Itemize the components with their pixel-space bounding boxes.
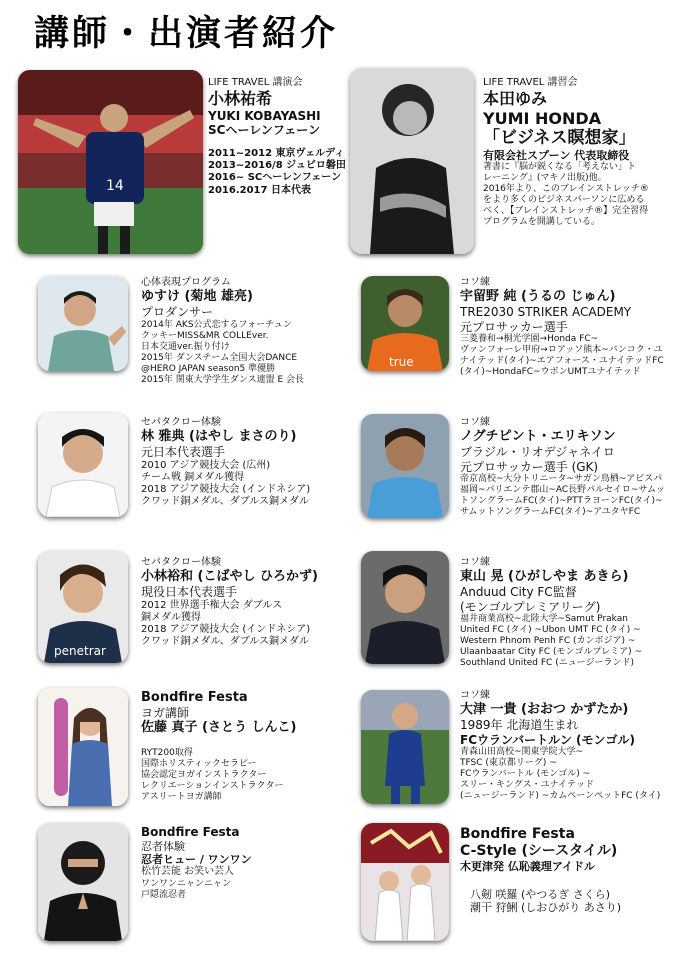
program-label: セパタクロー体験 bbox=[141, 557, 221, 568]
person-role: 有限会社スプーン 代表取締役 bbox=[483, 148, 630, 162]
person-role: プロダンサー bbox=[141, 305, 214, 320]
page-title: 講師・出演者紹介 bbox=[34, 14, 339, 54]
detail-line: クッキーMISS&MR COLLEver. bbox=[141, 330, 269, 341]
otsu-kazutaka-info bbox=[460, 690, 660, 802]
detail-line: 戸隠流忍者 bbox=[141, 889, 187, 900]
detail-line: 帝京高校~大分トリニータ~サガン鳥栖~アビスパ bbox=[460, 474, 663, 485]
person-role: ヨガ講師 bbox=[141, 705, 190, 720]
detail-line: 青森山田高校~関東学院大学~ bbox=[460, 747, 584, 758]
detail-line: 福井商業高校~北陸大学~Samut Prakan bbox=[460, 614, 628, 625]
person-tagline: 「ビジネス瞑想家」 bbox=[483, 128, 636, 149]
svg-text:14: 14 bbox=[106, 178, 124, 194]
detail-line: Southland United FC (ニュージーランド) bbox=[460, 658, 635, 669]
detail-line: 2014年 AKS公式恋するフォーチュン bbox=[141, 319, 292, 330]
yusuke-photo bbox=[38, 276, 128, 371]
noguchi-pinto-photo bbox=[361, 414, 449, 518]
bio-line: レーニング』(マキノ出版)他。 bbox=[483, 173, 607, 184]
detail-line: アスリートヨガ講師 bbox=[141, 792, 222, 803]
detail-line: Ulaanbaatar City FC (モンゴルプレミア) ~ bbox=[460, 647, 643, 658]
svg-text:penetrar: penetrar bbox=[54, 644, 106, 658]
person-role-sub: (モンゴルプレミアリーグ) bbox=[460, 599, 601, 614]
honda-yumi-photo bbox=[350, 68, 474, 254]
detail-line: ワンワンニャンニャン bbox=[141, 878, 232, 889]
detail-line: ヴァンフォーレ甲府→ロアッソ熊本~バンコク・ユ bbox=[460, 345, 663, 356]
person-role-sub: FCウランバートルン (モンゴル) bbox=[460, 732, 636, 747]
detail-line: TFSC (東京都リーグ) ~ bbox=[460, 758, 557, 769]
bio-line: べく、【ブレインストレッチ®】完全習得 bbox=[483, 206, 649, 217]
detail-line: 銅メダル獲得 bbox=[141, 611, 201, 623]
detail-line: スリー・キングス・ユナイテッド bbox=[460, 780, 595, 791]
kobayashi-yuki-info bbox=[208, 77, 346, 197]
detail-line: 福岡~パリエンテ郡山~AC長野パルセイロ~サムッ bbox=[460, 485, 665, 496]
person-role: 忍者体験 bbox=[141, 839, 185, 853]
detail-line: 三菱養和→桐光学園→Honda FC~ bbox=[460, 334, 599, 345]
person-name: C-Style (シースタイル) bbox=[460, 843, 618, 860]
person-name: 宇留野 純 (うるの じゅん) bbox=[460, 289, 616, 305]
detail-line: 日本交通ver.振り付け bbox=[141, 341, 230, 352]
kobayashi-hirokazu-photo bbox=[38, 551, 128, 663]
program-label: セパタクロー体験 bbox=[141, 417, 221, 428]
yusuke-info bbox=[141, 277, 304, 385]
detail-line: サムットソングラームFC(タイ)~アユタヤFC bbox=[460, 507, 641, 518]
detail-line: 国際ホリスティックセラピー bbox=[141, 759, 257, 770]
career-line: 2016~ SCヘーレンフェーン bbox=[208, 172, 342, 184]
detail-line: FCウランバートル (モンゴル) ~ bbox=[460, 769, 591, 780]
person-name: ノグチピント・エリキソン bbox=[460, 429, 616, 445]
detail-line: United FC (タイ) ~Ubon UMT FC (タイ) ~ bbox=[460, 625, 641, 636]
bio-line: 2016年より、このブレインストレッチ® bbox=[483, 184, 649, 195]
person-role-sub: 元プロサッカー選手 (GK) bbox=[460, 459, 599, 474]
otsu-kazutaka-photo bbox=[361, 690, 449, 804]
person-name: ゆすけ (菊地 雄亮) bbox=[141, 289, 253, 305]
person-name: 大津 一貴 (おおつ かずたか) bbox=[460, 702, 629, 718]
uruno-jun-info bbox=[460, 277, 664, 378]
detail-line: クワッド銅メダル、ダブルス銅メダル bbox=[141, 496, 309, 508]
program-label: コソ練 bbox=[460, 557, 490, 568]
person-name: 佐藤 真子 (さとう しんこ) bbox=[141, 720, 297, 736]
detail-line: ナイテッド(タイ)~エアフォース・ユナイテッドFC bbox=[460, 356, 664, 367]
detail-line: クワッド銅メダル、ダブルス銅メダル bbox=[141, 636, 309, 648]
person-role: 1989年 北海道生まれ bbox=[460, 718, 579, 733]
detail-line: 2012 世界選手権大会 ダブルス bbox=[141, 599, 283, 611]
program-label: コソ練 bbox=[460, 690, 490, 701]
ninja-hugh-info bbox=[141, 825, 252, 901]
detail-line: 松竹芸能 お笑い芸人 bbox=[141, 866, 235, 878]
person-role-sub: 元プロサッカー選手 bbox=[460, 319, 568, 334]
detail-line: Western Phnom Penh FC (カンボジア) ~ bbox=[460, 636, 636, 647]
person-role: 木更津発 仏恥義理アイドル bbox=[460, 860, 595, 874]
detail-line: 2010 アジア競技大会 (広州) bbox=[141, 459, 271, 471]
detail-line: 2015年 関東大学学生ダンス連盟 E 会長 bbox=[141, 374, 304, 385]
detail-line: (タイ)~HondaFC~ウボンUMTユナイテッド bbox=[460, 367, 641, 378]
career-line: 2011~2012 東京ヴェルディ bbox=[208, 147, 345, 159]
bio-line: をより多くのビジネスパーソンに広める bbox=[483, 195, 645, 206]
member-line: 八剱 咲羅 (やつるぎ さくら) bbox=[470, 887, 611, 901]
person-role: 元日本代表選手 bbox=[141, 445, 226, 460]
hayashi-masanori-photo bbox=[38, 413, 128, 517]
person-role: ブラジル・リオデジャネイロ bbox=[460, 445, 615, 460]
higashiyama-akira-photo bbox=[361, 551, 449, 664]
detail-line: トソングラームFC(タイ)~PTTラヨーンFC(タイ)~ bbox=[460, 496, 663, 507]
program-label: Bondfire Festa bbox=[141, 825, 240, 839]
program-label: LIFE TRAVEL 講習会 bbox=[483, 77, 578, 88]
career-line: 2016.2017 日本代表 bbox=[208, 184, 311, 196]
person-name: 林 雅典 (はやし まさのり) bbox=[141, 429, 297, 445]
higashiyama-akira-info bbox=[460, 557, 642, 669]
person-name: 本田ゆみ bbox=[483, 89, 548, 109]
career-line: 2013~2016/8 ジュビロ磐田 bbox=[208, 160, 346, 172]
program-label: Bondfire Festa bbox=[141, 690, 248, 705]
c-style-info bbox=[460, 826, 621, 914]
person-name: 忍者ヒュー / ワンワン bbox=[141, 853, 252, 867]
bio-line: 著書に『脳が鋭くなる「考えない」ト bbox=[483, 162, 637, 173]
person-name: 小林祐希 bbox=[208, 89, 273, 109]
ninja-hugh-photo bbox=[38, 823, 128, 941]
detail-line: 2018 アジア競技大会 (インドネシア) bbox=[141, 484, 311, 496]
program-label: 心体表現プログラム bbox=[141, 277, 231, 288]
person-role: TRE2030 STRIKER ACADEMY bbox=[460, 305, 632, 320]
person-name: 東山 晃 (ひがしやま あきら) bbox=[460, 569, 629, 585]
program-label: LIFE TRAVEL 講演会 bbox=[208, 77, 303, 88]
svg-text:true: true bbox=[389, 355, 414, 369]
hayashi-masanori-info bbox=[141, 417, 310, 508]
program-label: コソ練 bbox=[460, 277, 490, 288]
person-roman-name: YUKI KOBAYASHI bbox=[208, 108, 321, 123]
detail-line: @HERO JAPAN season5 準優勝 bbox=[141, 363, 276, 374]
detail-line: 2015年 ダンスチーム全国大会DANCE bbox=[141, 352, 298, 363]
detail-line: RYT200取得 bbox=[141, 748, 193, 759]
sato-shinko-photo bbox=[38, 688, 128, 806]
c-style-photo bbox=[361, 823, 449, 941]
bio-line: プログラムを開講している。 bbox=[483, 217, 600, 228]
sato-shinko-info bbox=[141, 690, 296, 803]
person-role: Anduud City FC監督 bbox=[460, 585, 577, 600]
detail-line: 2018 アジア競技大会 (インドネシア) bbox=[141, 624, 311, 636]
program-label: Bondfire Festa bbox=[460, 826, 575, 842]
detail-line: チーム戦 銅メダル獲得 bbox=[141, 471, 245, 483]
detail-line: (ニュージーランド) ~カムペーンペットFC (タイ) bbox=[460, 791, 661, 802]
noguchi-pinto-info bbox=[460, 417, 665, 518]
person-name: 小林裕和 (こばやし ひろかず) bbox=[141, 569, 318, 585]
kobayashi-yuki-photo bbox=[18, 70, 203, 254]
person-role: 現役日本代表選手 bbox=[141, 585, 238, 600]
person-role: SCヘーレンフェーン bbox=[208, 123, 321, 138]
detail-line: レクリエーションインストラクター bbox=[141, 781, 284, 792]
member-line: 潮干 狩鯏 (しおひがり あさり) bbox=[470, 900, 622, 914]
detail-line: 協会認定ヨガインストラクター bbox=[141, 770, 267, 781]
kobayashi-hirokazu-info bbox=[141, 557, 318, 648]
program-label: コソ練 bbox=[460, 417, 490, 428]
person-roman-name: YUMI HONDA bbox=[483, 108, 602, 128]
uruno-jun-photo bbox=[361, 276, 449, 371]
honda-yumi-info bbox=[483, 77, 649, 228]
